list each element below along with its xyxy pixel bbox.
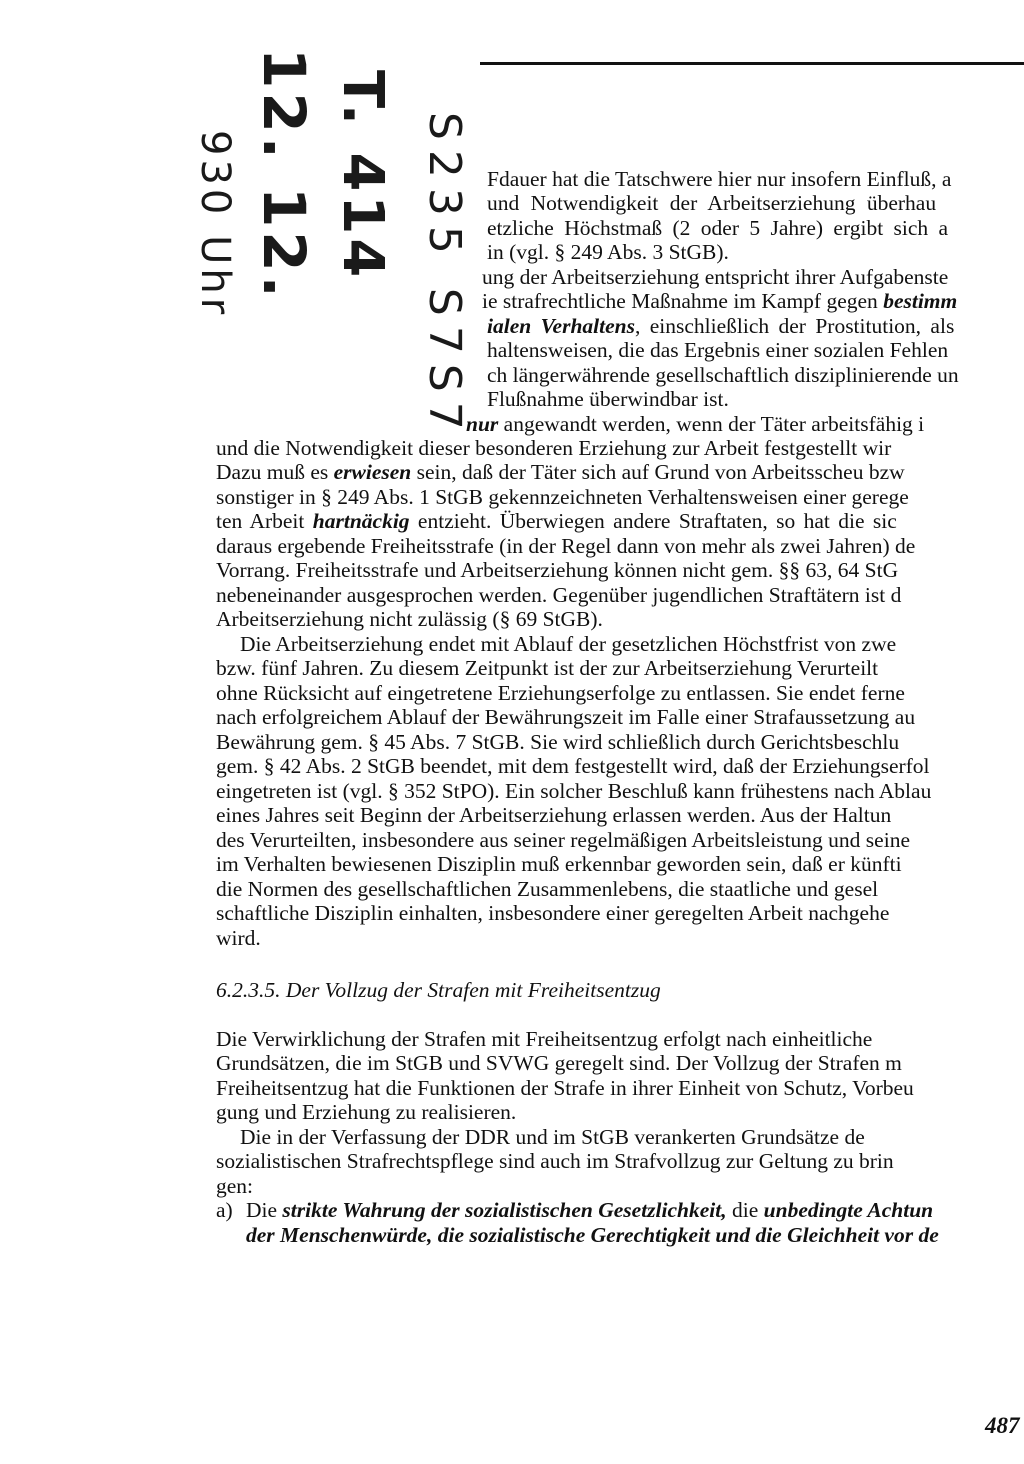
text-line: sonstiger in § 249 Abs. 1 StGB gekennzeichneten Verhaltensweisen einer gerege [216, 485, 909, 509]
text-line: wird. [216, 926, 261, 950]
text-line: ten Arbeit hartnäckig entzieht. Überwiegen andere Straftaten, so hat die sic [216, 509, 897, 533]
text-line: ie strafrechtliche Maßnahme im Kampf gegen bestimm [482, 289, 958, 313]
list-label: a) [216, 1198, 233, 1222]
text-line: ch längerwährende gesellschaftlich disziplinierende un [487, 363, 959, 387]
section-heading: 6.2.3.5. Der Vollzug der Strafen mit Freiheitsentzug [216, 978, 661, 1002]
handwritten-note: 930 Uhr [192, 130, 238, 319]
text-line: und Notwendigkeit der Arbeitserziehung überhau [487, 191, 937, 215]
text-line: des Verurteilten, insbesondere aus seiner regelmäßigen Arbeitsleistung und seine [216, 828, 910, 852]
text-line: Die Verwirklichung der Strafen mit Freiheitsentzug erfolgt nach einheitliche [216, 1027, 873, 1051]
text-line: sozialistischen Strafrechtspflege sind auch im Strafvollzug zur Geltung zu brin [216, 1149, 894, 1173]
handwritten-note: 12. 12. [250, 48, 318, 302]
text-line: gung und Erziehung zu realisieren. [216, 1100, 517, 1124]
text-line: Grundsätzen, die im StGB und SVWG geregelt sind. Der Vollzug der Strafen m [216, 1051, 902, 1075]
text-line: Die Arbeitserziehung endet mit Ablauf der gesetzlichen Höchstfrist von zwe [240, 632, 897, 656]
page-number: 487 [985, 1413, 1020, 1438]
text-line: und die Notwendigkeit dieser besonderen Erziehung zur Arbeit festgestellt wir [216, 436, 892, 460]
text-line: Arbeitserziehung nicht zulässig (§ 69 StGB). [216, 607, 603, 631]
text-line: haltensweisen, die das Ergebnis einer sozialen Fehlen [487, 338, 949, 362]
text-line: ialen Verhaltens, einschließlich der Prostitution, als [487, 314, 955, 338]
text-line: ung der Arbeitserziehung entspricht ihrer Aufgabenste [482, 265, 949, 289]
top-rule [480, 62, 1024, 65]
text-line: ohne Rücksicht auf eingetretene Erziehungserfolge zu entlassen. Sie endet ferne [216, 681, 905, 705]
text-line: im Verhalten bewiesenen Disziplin muß erkennbar geworden sein, daß er künfti [216, 852, 902, 876]
text-line: gem. § 42 Abs. 2 StGB beendet, mit dem festgestellt wird, daß der Erziehungserfol [216, 754, 930, 778]
text-line: Fdauer hat die Tatschwere hier nur insofern Einfluß, a [487, 167, 952, 191]
text-line: daraus ergebende Freiheitsstrafe (in der Regel dann von mehr als zwei Jahren) de [216, 534, 916, 558]
handwritten-note: T. 414 [330, 70, 395, 282]
text-line: gen: [216, 1174, 254, 1198]
text-line: die Normen des gesellschaftlichen Zusammenlebens, die staatliche und gesel [216, 877, 879, 901]
text-line: Flußnahme überwindbar ist. [487, 387, 729, 411]
text-line: nur angewandt werden, wenn der Täter arbeitsfähig i [466, 412, 925, 436]
text-line: nach erfolgreichem Ablauf der Bewährungszeit im Falle einer Strafaussetzung au [216, 705, 916, 729]
text-line: Bewährung gem. § 45 Abs. 7 StGB. Sie wird schließlich durch Gerichtsbeschlu [216, 730, 900, 754]
text-line: Die in der Verfassung der DDR und im StGB verankerten Grundsätze de [240, 1125, 865, 1149]
handwritten-note: S235 S7S7 [419, 112, 470, 440]
text-line: nebeneinander ausgesprochen werden. Gegenüber jugendlichen Straftätern ist d [216, 583, 902, 607]
text-line: eines Jahres seit Beginn der Arbeitserziehung erlassen werden. Aus der Haltun [216, 803, 892, 827]
text-line: der Menschenwürde, die sozialistische Gerechtigkeit und die Gleichheit vor de [246, 1223, 939, 1247]
text-line: in (vgl. § 249 Abs. 3 StGB). [487, 240, 729, 264]
text-line: schaftliche Disziplin einhalten, insbesondere einer geregelten Arbeit nachgehe [216, 901, 890, 925]
text-line: Dazu muß es erwiesen sein, daß der Täter sich auf Grund von Arbeitsscheu bzw [216, 460, 905, 484]
text-line: Vorrang. Freiheitsstrafe und Arbeitserziehung können nicht gem. §§ 63, 64 StG [216, 558, 899, 582]
text-line: etzliche Höchstmaß (2 oder 5 Jahre) ergibt sich a [487, 216, 949, 240]
text-line: bzw. fünf Jahren. Zu diesem Zeitpunkt ist der zur Arbeitserziehung Verurteilt [216, 656, 879, 680]
list-item: a) Die strikte Wahrung der sozialistischen Gesetzlichkeit, die unbedingte Achtun [216, 1198, 934, 1222]
text-line: Freiheitsentzug hat die Funktionen der Strafe in ihrer Einheit von Schutz, Vorbeu [216, 1076, 914, 1100]
text-line: eingetreten ist (vgl. § 352 StPO). Ein solcher Beschluß kann frühestens nach Ablau [216, 779, 932, 803]
